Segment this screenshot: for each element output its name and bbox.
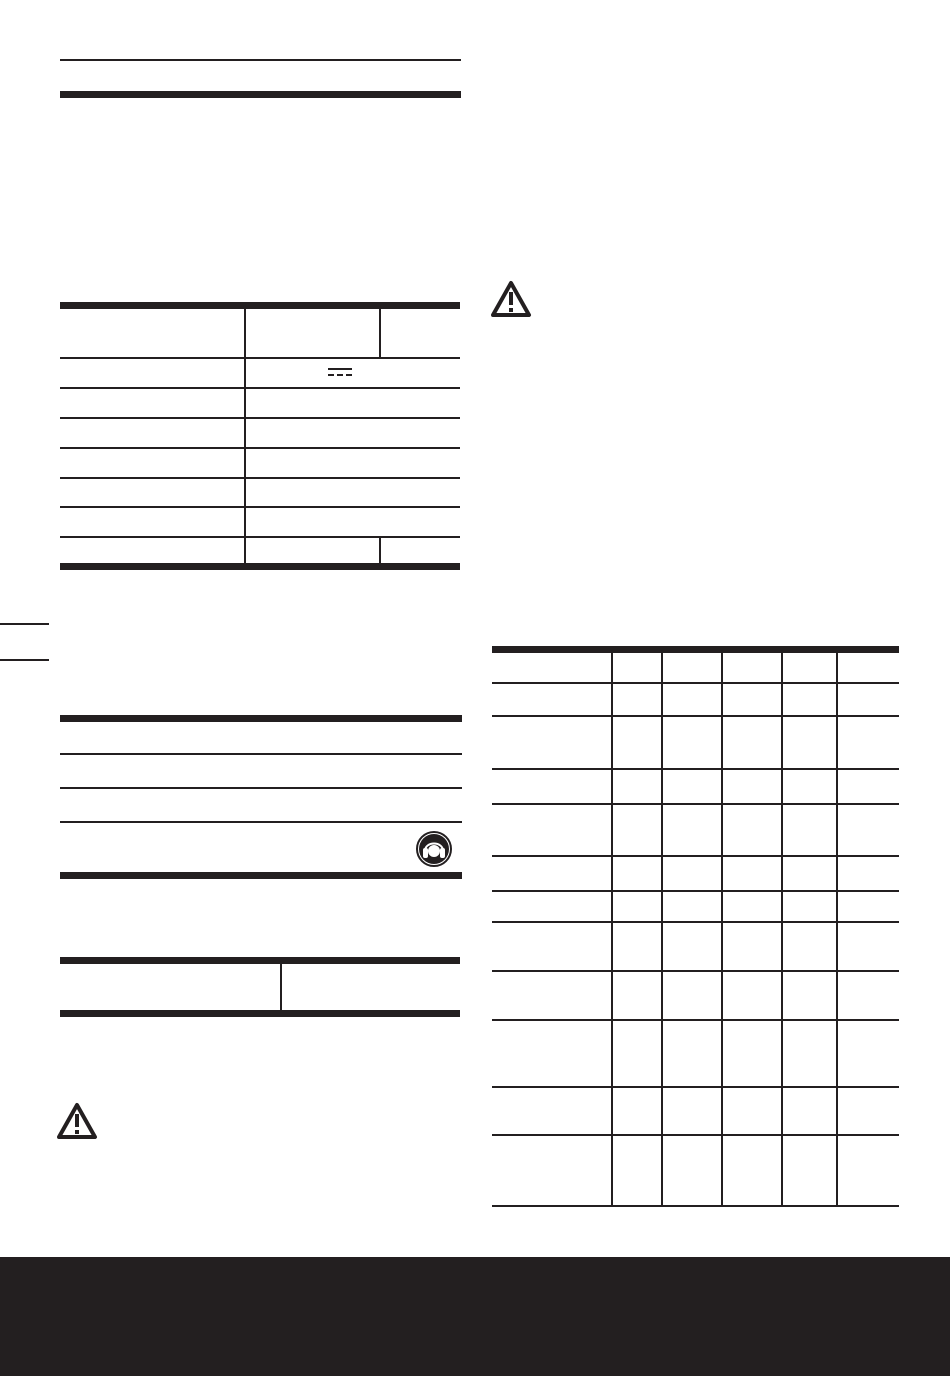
grid-column-divider bbox=[661, 653, 663, 1207]
grid-row-rule bbox=[492, 1086, 899, 1088]
vibration-table-bottom-rule bbox=[60, 1010, 460, 1017]
table-top-rule bbox=[60, 302, 460, 309]
table-row-rule bbox=[60, 387, 460, 389]
vibration-table-top-rule bbox=[60, 957, 460, 964]
grid-row-rule bbox=[492, 970, 899, 972]
footer-band bbox=[0, 1257, 950, 1376]
grid-row-rule bbox=[492, 921, 899, 923]
margin-marker-rule bbox=[0, 623, 49, 625]
noise-table-bottom-rule bbox=[60, 872, 462, 879]
table-divider-vertical-right-top bbox=[379, 309, 381, 357]
grid-row-rule bbox=[492, 890, 899, 892]
noise-table-row-rule bbox=[60, 821, 462, 823]
header-rule-thick bbox=[60, 91, 461, 98]
vibration-usage-grid-table bbox=[492, 646, 899, 1210]
noise-table-row-rule bbox=[60, 787, 462, 789]
grid-row-rule bbox=[492, 682, 899, 684]
grid-column-divider bbox=[721, 653, 723, 1207]
warning-triangle-icon bbox=[56, 1102, 98, 1140]
table-divider-vertical-right-bottom bbox=[379, 536, 381, 564]
noise-table-top-rule bbox=[60, 715, 462, 722]
technical-data-table bbox=[60, 302, 460, 570]
dc-current-symbol-icon bbox=[328, 367, 352, 377]
grid-row-rule bbox=[492, 1134, 899, 1136]
table-row-rule bbox=[60, 357, 460, 359]
table-row-rule bbox=[60, 417, 460, 419]
grid-column-divider bbox=[781, 653, 783, 1207]
grid-row-rule bbox=[492, 803, 899, 805]
grid-row-rule bbox=[492, 768, 899, 770]
table-divider-vertical bbox=[244, 309, 246, 564]
table-row-rule bbox=[60, 477, 460, 479]
table-row-rule bbox=[60, 536, 460, 538]
warning-triangle-icon bbox=[490, 280, 532, 318]
noise-table-row-rule bbox=[60, 753, 462, 755]
grid-column-divider bbox=[611, 653, 613, 1207]
noise-table bbox=[60, 715, 462, 880]
grid-bottom-rule bbox=[492, 1205, 899, 1207]
grid-row-rule bbox=[492, 1019, 899, 1021]
vibration-table-divider bbox=[280, 964, 282, 1011]
grid-top-rule bbox=[492, 646, 899, 653]
ear-protection-icon bbox=[416, 831, 452, 867]
header-rule-thin bbox=[60, 59, 461, 61]
table-row-rule bbox=[60, 447, 460, 449]
grid-row-rule bbox=[492, 855, 899, 857]
grid-row-rule bbox=[492, 715, 899, 717]
margin-marker-rule bbox=[0, 659, 49, 661]
table-bottom-rule bbox=[60, 563, 460, 570]
grid-column-divider bbox=[836, 653, 838, 1207]
vibration-table bbox=[60, 957, 460, 1017]
table-row-rule bbox=[60, 506, 460, 508]
